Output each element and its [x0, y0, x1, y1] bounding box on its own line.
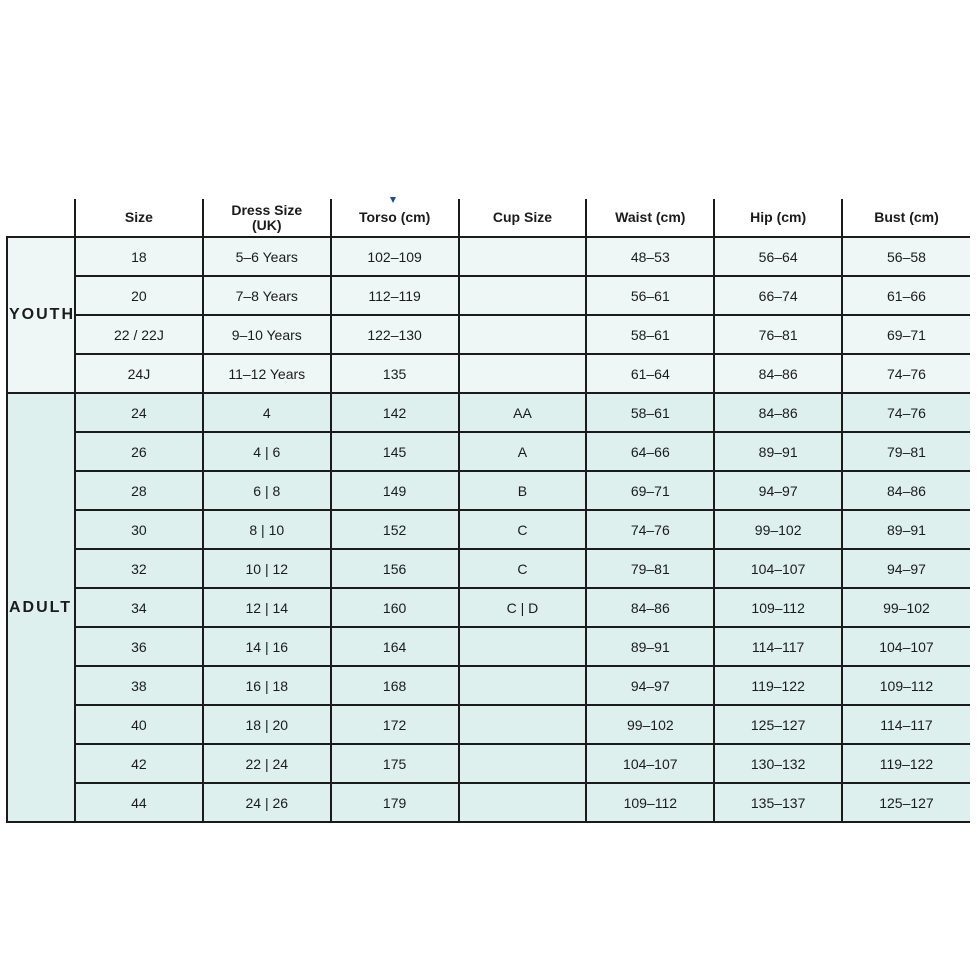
cell-bust: 89–91 — [842, 510, 970, 549]
cell-hip: 89–91 — [714, 432, 842, 471]
cell-waist: 48–53 — [586, 237, 714, 276]
cell-cup-size — [459, 666, 587, 705]
cell-hip: 109–112 — [714, 588, 842, 627]
table-row — [7, 705, 970, 744]
cell-hip: 76–81 — [714, 315, 842, 354]
cell-size: 34 — [75, 588, 203, 627]
table-row — [7, 627, 970, 666]
table-row — [7, 666, 970, 705]
cell-hip: 119–122 — [714, 666, 842, 705]
cell-cup-size — [459, 354, 587, 393]
cell-dress-size: 22 | 24 — [203, 744, 331, 783]
cell-torso: 102–109 — [331, 237, 459, 276]
cell-torso: 179 — [331, 783, 459, 822]
table-row — [7, 393, 970, 432]
cell-waist: 58–61 — [586, 315, 714, 354]
header-waist[interactable]: Waist (cm) — [586, 199, 714, 237]
cell-cup-size: C — [459, 510, 587, 549]
cell-size: 40 — [75, 705, 203, 744]
cell-bust: 56–58 — [842, 237, 970, 276]
cell-size: 42 — [75, 744, 203, 783]
cell-bust: 79–81 — [842, 432, 970, 471]
cell-size: 38 — [75, 666, 203, 705]
header-torso[interactable]: Torso (cm) — [331, 199, 459, 237]
header-corner — [7, 199, 75, 237]
table-row — [7, 744, 970, 783]
cell-dress-size: 5–6 Years — [203, 237, 331, 276]
cell-bust: 74–76 — [842, 393, 970, 432]
cell-torso: 164 — [331, 627, 459, 666]
cell-size: 20 — [75, 276, 203, 315]
table-row — [7, 588, 970, 627]
table-row — [7, 783, 970, 822]
cell-cup-size: A — [459, 432, 587, 471]
table-row — [7, 549, 970, 588]
header-row — [7, 199, 970, 237]
cell-dress-size: 18 | 20 — [203, 705, 331, 744]
cell-torso: 152 — [331, 510, 459, 549]
group-label-adult: ADULT — [7, 393, 75, 822]
cell-bust: 99–102 — [842, 588, 970, 627]
cell-waist: 61–64 — [586, 354, 714, 393]
table-header — [7, 199, 970, 237]
cell-waist: 79–81 — [586, 549, 714, 588]
cell-cup-size: B — [459, 471, 587, 510]
table-row — [7, 237, 970, 276]
header-hip[interactable]: Hip (cm) — [714, 199, 842, 237]
table-row — [7, 276, 970, 315]
cell-cup-size — [459, 237, 587, 276]
cell-hip: 84–86 — [714, 393, 842, 432]
cell-torso: 156 — [331, 549, 459, 588]
cell-bust: 104–107 — [842, 627, 970, 666]
cell-dress-size: 16 | 18 — [203, 666, 331, 705]
cell-hip: 99–102 — [714, 510, 842, 549]
cell-cup-size — [459, 705, 587, 744]
cell-torso: 142 — [331, 393, 459, 432]
cell-bust: 125–127 — [842, 783, 970, 822]
cell-size: 28 — [75, 471, 203, 510]
table-row — [7, 510, 970, 549]
cell-bust: 119–122 — [842, 744, 970, 783]
cell-dress-size: 24 | 26 — [203, 783, 331, 822]
cell-bust: 69–71 — [842, 315, 970, 354]
cell-waist: 84–86 — [586, 588, 714, 627]
cell-size: 30 — [75, 510, 203, 549]
cell-hip: 104–107 — [714, 549, 842, 588]
table-row — [7, 315, 970, 354]
cell-dress-size: 11–12 Years — [203, 354, 331, 393]
cell-bust: 74–76 — [842, 354, 970, 393]
cell-waist: 104–107 — [586, 744, 714, 783]
cell-torso: 112–119 — [331, 276, 459, 315]
cell-size: 36 — [75, 627, 203, 666]
size-chart-table — [6, 199, 970, 823]
cell-waist: 89–91 — [586, 627, 714, 666]
cell-torso: 168 — [331, 666, 459, 705]
cell-torso: 135 — [331, 354, 459, 393]
cell-bust: 114–117 — [842, 705, 970, 744]
cell-cup-size — [459, 744, 587, 783]
cell-hip: 66–74 — [714, 276, 842, 315]
cell-hip: 94–97 — [714, 471, 842, 510]
cell-size: 32 — [75, 549, 203, 588]
cell-cup-size: C | D — [459, 588, 587, 627]
cell-hip: 56–64 — [714, 237, 842, 276]
cell-waist: 56–61 — [586, 276, 714, 315]
table-row — [7, 471, 970, 510]
cell-dress-size: 7–8 Years — [203, 276, 331, 315]
cell-torso: 172 — [331, 705, 459, 744]
cell-cup-size — [459, 276, 587, 315]
cell-hip: 125–127 — [714, 705, 842, 744]
cell-size: 18 — [75, 237, 203, 276]
header-cup-size[interactable]: Cup Size — [459, 199, 587, 237]
cell-hip: 130–132 — [714, 744, 842, 783]
header-dress-size[interactable]: Dress Size (UK) — [203, 199, 331, 237]
cell-size: 26 — [75, 432, 203, 471]
cell-torso: 122–130 — [331, 315, 459, 354]
cell-bust: 84–86 — [842, 471, 970, 510]
cell-hip: 84–86 — [714, 354, 842, 393]
cell-cup-size — [459, 627, 587, 666]
header-size[interactable]: Size — [75, 199, 203, 237]
cell-waist: 94–97 — [586, 666, 714, 705]
table-row — [7, 432, 970, 471]
cell-bust: 94–97 — [842, 549, 970, 588]
cell-bust: 61–66 — [842, 276, 970, 315]
cell-hip: 114–117 — [714, 627, 842, 666]
cell-dress-size: 4 | 6 — [203, 432, 331, 471]
cell-dress-size: 14 | 16 — [203, 627, 331, 666]
cell-torso: 149 — [331, 471, 459, 510]
cell-torso: 160 — [331, 588, 459, 627]
cell-size: 24J — [75, 354, 203, 393]
cell-hip: 135–137 — [714, 783, 842, 822]
table-row — [7, 354, 970, 393]
group-label-youth: YOUTH — [7, 237, 75, 393]
table-body — [7, 237, 970, 822]
cell-dress-size: 8 | 10 — [203, 510, 331, 549]
cell-cup-size: C — [459, 549, 587, 588]
cell-size: 44 — [75, 783, 203, 822]
cell-waist: 74–76 — [586, 510, 714, 549]
cell-waist: 64–66 — [586, 432, 714, 471]
cell-cup-size: AA — [459, 393, 587, 432]
cell-waist: 99–102 — [586, 705, 714, 744]
cell-waist: 58–61 — [586, 393, 714, 432]
cell-torso: 175 — [331, 744, 459, 783]
cell-cup-size — [459, 315, 587, 354]
cell-dress-size: 12 | 14 — [203, 588, 331, 627]
cell-cup-size — [459, 783, 587, 822]
cell-waist: 109–112 — [586, 783, 714, 822]
cell-torso: 145 — [331, 432, 459, 471]
cell-waist: 69–71 — [586, 471, 714, 510]
cell-dress-size: 4 — [203, 393, 331, 432]
cell-dress-size: 9–10 Years — [203, 315, 331, 354]
cell-bust: 109–112 — [842, 666, 970, 705]
cell-size: 24 — [75, 393, 203, 432]
cell-size: 22 / 22J — [75, 315, 203, 354]
cell-dress-size: 6 | 8 — [203, 471, 331, 510]
cell-dress-size: 10 | 12 — [203, 549, 331, 588]
header-bust[interactable]: Bust (cm) — [842, 199, 970, 237]
